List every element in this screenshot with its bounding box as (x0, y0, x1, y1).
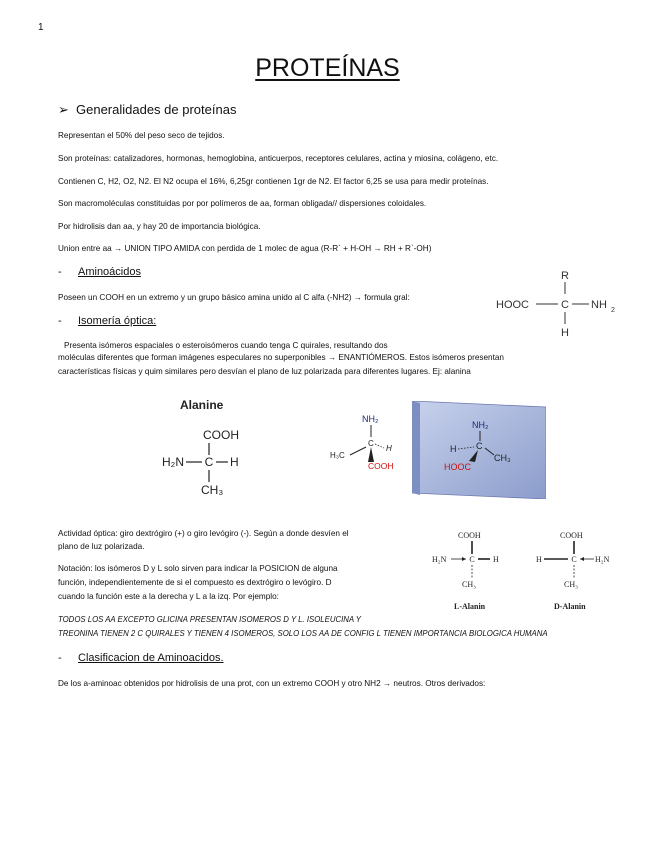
formula-sub2: 2 (611, 307, 615, 314)
alanine3d-h: H (386, 444, 392, 453)
l-h2n: H₂N (432, 555, 447, 564)
l-cooh: COOH (458, 531, 481, 540)
d-h: H (536, 555, 542, 564)
mirror-nh2: NH₂ (472, 420, 489, 430)
paragraph-5: Por hidrolisis dan aa, y hay 20 de importancia biológica. (58, 222, 261, 231)
formula-nh: NH (591, 299, 607, 311)
paragraph-4: Son macromoléculas constituidas por por polímeros de aa, forman obligada// dispersiones coloidales. (58, 199, 427, 208)
mirror-edge (412, 401, 420, 495)
d-arrow-right (580, 557, 584, 561)
general-formula-diagram (492, 266, 624, 342)
alanine3d-wedge (368, 447, 374, 462)
section-heading (58, 102, 236, 118)
d-c: C (571, 555, 577, 564)
l-alanin-group (432, 531, 499, 611)
d-alanin-label: D-Alanin (554, 602, 586, 611)
paragraph-2: Son proteínas: catalizadores, hormonas, hemoglobina, anticuerpos, receptores celulares, actina y miosina, colágeno, etc. (58, 154, 499, 163)
paragraph-3: Contienen C, H2, O2, N2. El N2 ocupa el 16%, 6,25gr contienen 1gr de N2. El factor 6,25 se usa para medir proteínas. (58, 177, 489, 186)
page-number: 1 (38, 22, 44, 33)
d-h2n: H₂N (595, 555, 610, 564)
alanine3d-nh2: NH₂ (362, 414, 379, 424)
d-cooh: COOH (560, 531, 583, 540)
paragraph-6: Union entre aa → UNION TIPO AMIDA con perdida de 1 molec de agua (R-R` + H-OH → RH + R`-OH) (58, 244, 432, 253)
mirror-ch3: CH₃ (494, 453, 511, 463)
italic-note-line-2: TREONINA TIENEN 2 C QUIRALES Y TIENEN 4 ISOMEROS, SOLO LOS AA DE CONFIG L TIENEN IMPORTANCIA BIOLOGICA HUMANA (58, 629, 548, 638)
actividad-line-1: Actividad óptica: giro dextrógiro (+) o giro levógiro (-). Según a donde desvíen el (58, 529, 349, 538)
notacion-line-3: cuando la función este a la derecha y L a la izq. Por ejemplo: (58, 592, 279, 601)
aminoacidos-text: Poseen un COOH en un extremo y un grupo básico amina unido al C alfa (-NH2) → formula gral: (58, 293, 410, 302)
alanine3d-h3c: H₃C (330, 451, 345, 460)
mirror-image-diagram (412, 401, 546, 499)
l-arrow-left (462, 557, 466, 561)
clasificacion-text: De los a-aminoac obtenidos por hidrolisis de una prot, con un extremo COOH y otro NH2 → neutros. Otros derivados: (58, 679, 486, 688)
paragraph-1: Representan el 50% del peso seco de tejidos. (58, 131, 225, 140)
subheading-clasificacion: - Clasificacion de Aminoacidos. (58, 652, 224, 664)
alanine-c: C (204, 455, 214, 469)
isomeria-line-3: características físicas y quim similares pero desvían el plano de luz polarizada para diferentes lugares. Ej: alanina (58, 367, 471, 376)
l-c: C (469, 555, 475, 564)
formula-r: R (561, 270, 569, 282)
l-ch3: CH₃ (462, 580, 476, 589)
alanine-h2n: H₂N (162, 455, 184, 469)
alanine-structural-diagram (158, 392, 288, 500)
arrow-bullet-icon: ➢ (58, 102, 69, 117)
subheading-isomeria: - Isomería óptica: (58, 315, 157, 327)
alanine3d-bond-left (350, 447, 366, 455)
d-alanin-group (536, 531, 610, 611)
subheading-aminoacidos: - Aminoácidos (58, 266, 141, 278)
alanine-cooh: COOH (203, 428, 239, 442)
alanine-title: Alanine (180, 398, 224, 412)
alanine3d-cooh: COOH (368, 461, 394, 471)
l-alanin-label: L-Alanin (454, 602, 486, 611)
l-d-alanin-diagram (428, 526, 614, 620)
mirror-c: C (476, 441, 483, 451)
notacion-line-2: función, independientemente de si el compuesto es dextrógiro o levógiro. D (58, 578, 332, 587)
alanine-3d-diagram (328, 410, 408, 480)
heading-text: Generalidades de proteínas (76, 102, 237, 117)
d-ch3: CH₃ (564, 580, 578, 589)
alanine3d-c: C (368, 439, 374, 448)
notacion-line-1: Notación: los isómeros D y L solo sirven para indicar la POSICION de alguna (58, 564, 338, 573)
italic-note-line-1: TODOS LOS AA EXCEPTO GLICINA PRESENTAN ISOMEROS D Y L. ISOLEUCINA Y (58, 615, 362, 624)
isomeria-line-1: Presenta isómeros espaciales o esteroisómeros cuando tenga C quirales, resultando dos (64, 341, 388, 350)
formula-c: C (561, 299, 569, 311)
actividad-line-2: plano de luz polarizada. (58, 542, 145, 551)
alanine-h: H (230, 455, 239, 469)
alanine-ch3: CH₃ (201, 483, 224, 497)
page-title: PROTEÍNAS (255, 54, 400, 82)
l-h: H (493, 555, 499, 564)
formula-h: H (561, 327, 569, 339)
mirror-h: H (450, 444, 457, 454)
mirror-hooc: HOOC (444, 462, 471, 472)
isomeria-line-2: moléculas diferentes que forman imágenes especulares no superponibles → ENANTIÓMEROS. Estos isómeros presentan (58, 353, 504, 362)
alanine3d-hash-bond (375, 444, 384, 448)
formula-hooc: HOOC (496, 299, 529, 311)
